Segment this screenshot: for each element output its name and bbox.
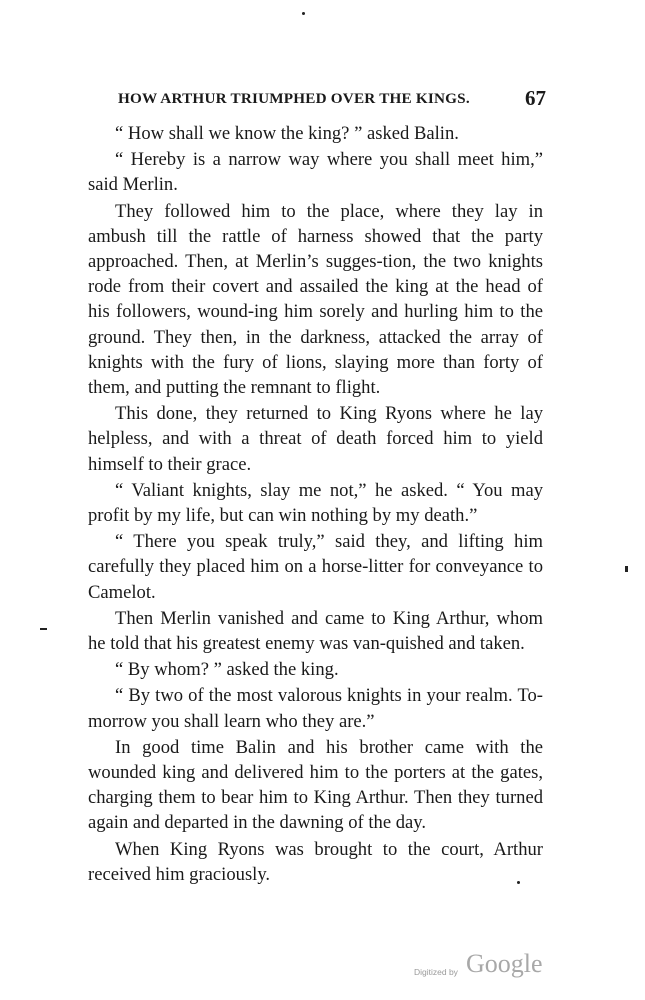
paragraph: “ Hereby is a narrow way where you shall meet him,” said Merlin. <box>88 149 543 196</box>
paragraph: They followed him to the place, where they lay in ambush till the rattle of harness showed that the party approached. Then, at Merlin’s sugges-tion, the two knights rode from their covert and assailed the king at the head of his followers, wound-ing him sorely and hurling him to the ground. They then, in the darkness, attacked the array of knights with the fury of lions, slaying more than forty of them, and putting the remnant to flight. <box>88 200 543 399</box>
running-header <box>118 86 548 116</box>
margin-mark <box>40 628 47 630</box>
paragraph: “ Valiant knights, slay me not,” he asked. “ You may profit by my life, but can win nothing by my death.” <box>88 479 543 527</box>
watermark-digitized-label: Digitized by <box>414 967 458 977</box>
paragraph: “ How shall we know the king? ” asked Balin. <box>115 123 459 144</box>
paragraph: In good time Balin and his brother came with the wounded king and delivered him to the porters at the gates, charging them to bear him to King Arthur. Then they turned again and departed in the dawning of the day. <box>88 736 543 834</box>
paragraph: “ By whom? ” asked the king. <box>115 659 339 681</box>
paragraph: This done, they returned to King Ryons where he lay helpless, and with a threat of death forced him to yield himself to their grace. <box>88 403 543 475</box>
paragraph: “ By two of the most valorous knights in your realm. To-morrow you shall learn who they are.” <box>88 685 543 732</box>
speck-mark <box>302 12 305 15</box>
margin-mark <box>625 566 628 572</box>
google-logo: Google <box>466 949 543 978</box>
speck-mark <box>517 881 520 884</box>
page-number: 67 <box>525 86 546 110</box>
running-title: HOW ARTHUR TRIUMPHED OVER THE KINGS. <box>118 90 470 107</box>
paragraph: “ There you speak truly,” said they, and lifting him carefully they placed him on a horse-litter for conveyance to Camelot. <box>88 531 543 603</box>
paragraph: When King Ryons was brought to the court, Arthur received him graciously. <box>88 838 543 885</box>
digitization-watermark <box>414 949 554 983</box>
body-text <box>88 121 543 888</box>
paragraph: Then Merlin vanished and came to King Arthur, whom he told that his greatest enemy was van-quished and taken. <box>88 607 543 655</box>
